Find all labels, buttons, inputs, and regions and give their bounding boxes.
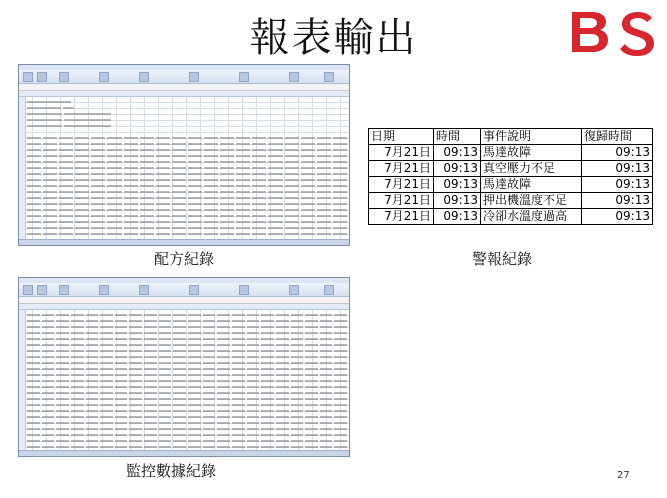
slide-title: 報表輸出	[249, 15, 418, 61]
alarm-time: 09:13	[434, 193, 481, 209]
alarm-record-caption: 警報紀錄	[472, 250, 533, 268]
header-time: 時間	[434, 129, 481, 145]
alarm-date: 7月21日	[369, 193, 434, 209]
alarm-time: 09:13	[434, 161, 481, 177]
recipe-record-caption: 配方紀錄	[154, 250, 215, 268]
alarm-date: 7月21日	[369, 145, 434, 161]
page-number: 27	[617, 470, 630, 481]
monitoring-data-caption: 監控數據紀錄	[126, 462, 217, 480]
alarm-reset-time: 09:13	[582, 145, 653, 161]
bs-logo	[568, 8, 660, 56]
alarm-event: 馬達故障	[481, 145, 582, 161]
alarm-time: 09:13	[434, 177, 481, 193]
header-event: 事件說明	[481, 129, 582, 145]
alarm-date: 7月21日	[369, 177, 434, 193]
table-row	[369, 161, 653, 177]
alarm-reset-time: 09:13	[582, 177, 653, 193]
alarm-event: 馬達故障	[481, 177, 582, 193]
header-date: 日期	[369, 129, 434, 145]
alarm-reset-time: 09:13	[582, 161, 653, 177]
alarm-reset-time: 09:13	[582, 193, 653, 209]
table-row	[369, 177, 653, 193]
alarm-event: 冷卻水溫度過高	[481, 209, 582, 225]
monitoring-data-spreadsheet	[18, 277, 350, 457]
table-row	[369, 145, 653, 161]
alarm-record-table	[368, 128, 653, 225]
alarm-date: 7月21日	[369, 161, 434, 177]
alarm-event: 押出機溫度不足	[481, 193, 582, 209]
header-reset-time: 復歸時間	[582, 129, 653, 145]
alarm-time: 09:13	[434, 145, 481, 161]
alarm-table-header-row	[369, 129, 653, 145]
alarm-reset-time: 09:13	[582, 209, 653, 225]
table-row	[369, 193, 653, 209]
alarm-time: 09:13	[434, 209, 481, 225]
alarm-event: 真空壓力不足	[481, 161, 582, 177]
alarm-date: 7月21日	[369, 209, 434, 225]
table-row	[369, 209, 653, 225]
recipe-record-spreadsheet	[18, 64, 350, 246]
